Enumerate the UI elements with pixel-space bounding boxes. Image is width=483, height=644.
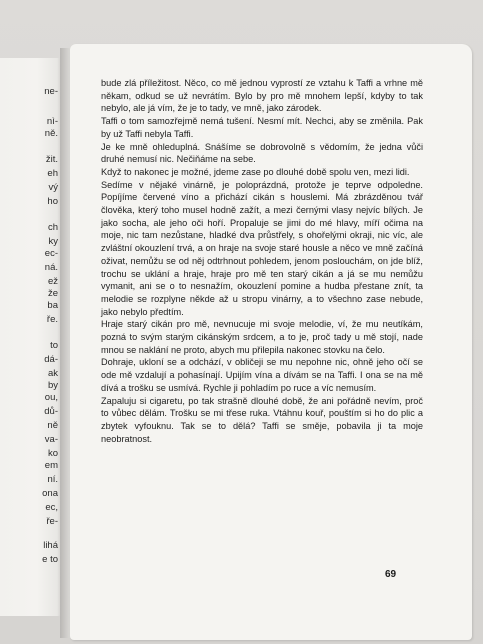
left-page-line: ou, xyxy=(44,392,58,403)
left-page-line: ně. xyxy=(44,128,58,139)
left-page-line: ky xyxy=(48,236,58,247)
left-page-line: vý xyxy=(48,182,58,193)
left-page-line: dů- xyxy=(44,406,58,417)
left-page-line: ak xyxy=(47,368,58,379)
left-page-line: eh xyxy=(47,168,58,179)
paragraph: Hraje starý cikán pro mě, nevnucuje mi svoje melodie, ví, že mu neutíkám, pozná to svým starým cikánským srdcem, a to je, proč tady u mě stojí, nade mnou se naklání ne proto, abych mu přilepila nakonec stovku na čelo. xyxy=(101,319,423,355)
left-page-line: ní. xyxy=(47,474,58,485)
body-text xyxy=(101,77,423,445)
left-page-line: em xyxy=(44,460,58,471)
left-page-line: nì- xyxy=(46,116,58,127)
left-page-line: že xyxy=(47,288,58,299)
left-page-line: ež xyxy=(47,276,58,287)
left-page-line: to xyxy=(50,340,58,351)
left-page-line: ně xyxy=(47,420,58,431)
paragraph: Zapaluju si cigaretu, po tak strašně dlouhé době, že ani pořádně nevím, proč to vůbec dělám. Trošku se mi třese ruka. Vtáhnu kouř, pouštím si ho do plic a zbytek vyfouknu. Tak se to dělá? Taffi se směje, pobavila ji ta moje neobratnost. xyxy=(101,395,423,444)
paragraph: Taffi o tom samozřejmě nemá tušení. Nesmí mít. Nechci, aby se změnila. Pak by už Taffi nebyla Taffi. xyxy=(101,116,423,139)
left-page-line: ch xyxy=(47,222,58,233)
paragraph: Dohraje, ukloní se a odchází, v obličeji se mu nepohne nic, ohně jeho očí se ode mě vzdalují a pohasínají. Upijím vína a dívám se na Taffi. I ona se na mě dívá a trošku se usmívá. Rychle ji pohladím po ruce a víc nemusím. xyxy=(101,357,423,393)
left-page-line: ona xyxy=(42,488,58,499)
left-page-line: ná. xyxy=(44,262,58,273)
left-page-line: lihá xyxy=(43,540,58,551)
left-page-line: ec- xyxy=(44,248,58,259)
left-page xyxy=(0,58,62,616)
left-page-line: ře- xyxy=(46,516,58,527)
paragraph: bude zlá příležitost. Něco, co mě jednou vyprostí ze vztahu k Taffi a vrhne mě někam, odkud se už nevrátím. Bylo by pro mě mnohem lepší, kdyby to tak nebylo, ale já vím, že je to tady, ve mně, jako zárodek. xyxy=(101,78,423,114)
left-page-line: ne- xyxy=(44,86,58,97)
left-page-line: dá- xyxy=(44,354,58,365)
left-page-line: žit. xyxy=(45,154,58,165)
page-number: 69 xyxy=(385,569,397,580)
left-page-line: ec, xyxy=(45,502,58,513)
left-page-line: by xyxy=(47,380,58,391)
left-page-line: ře. xyxy=(46,314,58,325)
paragraph: Sedíme v nějaké vinárně, je poloprázdná, protože je teprve odpoledne. Popíjíme červené víno a přichází cikán s houslemi. Má zbrázděnou tvář člověka, který toho musel hodně zažít, a mezi černými vlasy nejvíc bílých. Je jako socha, ale jeho oči hoří. Propaluje se jimi do mé hlavy, míří očima na moje, nic tam nezůstane, hladké dva průstřely, s ohořelými okraji, nic víc, ale zvláštní okouzlení trvá, a on hraje na svoje staré housle a něco ve mně začíná oživat, nemůžu se od něj odtrhnout pohledem, jenom poslouchám, on jde blíž, trochu se uklání a hraje, hraje pro mě ten starý cikán a já se mu nemůžu vymanit, ani se o to nesnažím, okouzlení pomine a hudba přestane znít, ta melodie se rozplyne někde až u stropu vinárny, a to všechno zase nebude, jako nebylo předtím. xyxy=(101,179,423,317)
paragraph: Je ke mně ohleduplná. Snášíme se dobrovolně s vědomím, že jedna vůči druhé nemusí nic. Nečiňáme na sebe. xyxy=(101,141,423,165)
paragraph: Když to nakonec je možné, jdeme zase po dlouhé době spolu ven, mezi lidi. xyxy=(101,166,410,177)
left-page-line: ba xyxy=(47,300,58,311)
left-page-line: e to xyxy=(42,554,58,565)
left-page-line: ko xyxy=(47,448,58,459)
left-page-line: ho xyxy=(47,196,58,207)
left-page-line: va- xyxy=(44,434,58,445)
